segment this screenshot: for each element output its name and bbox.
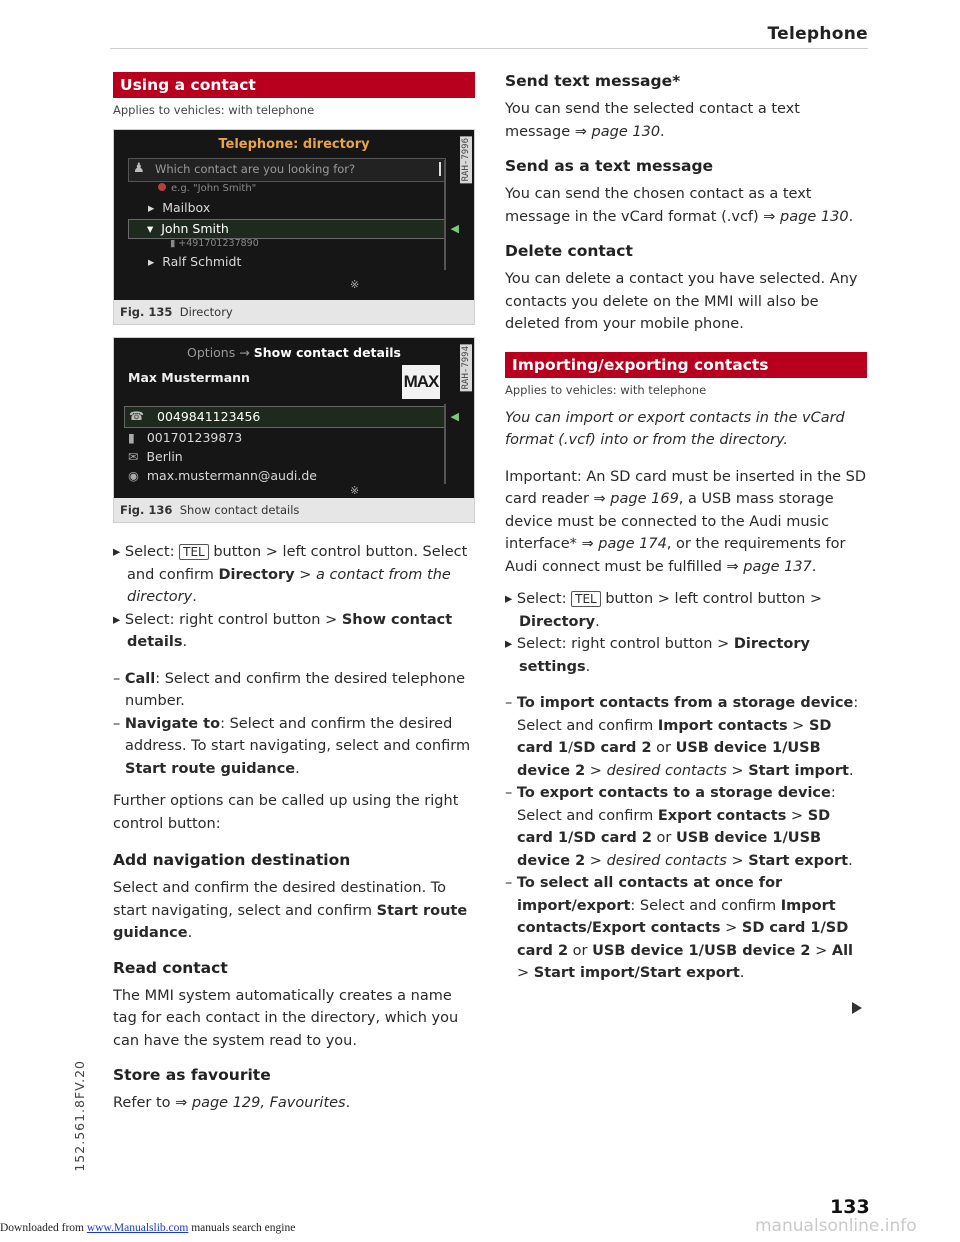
import-steps: [505, 588, 867, 678]
document-code: 152.561.8FV.20: [72, 1060, 87, 1172]
figure-code: RAH-7996: [461, 138, 471, 182]
tel-key: TEL: [571, 591, 601, 607]
scrollbar[interactable]: [444, 404, 446, 484]
figure-136-caption: Fig. 136 Show contact details: [114, 498, 474, 522]
email-icon: ◉: [128, 468, 139, 483]
step-show-details: ▸ Select: right control button > Show contact details.: [113, 611, 453, 650]
applies-note: Applies to vehicles: with telephone: [113, 103, 315, 117]
header-rule: [110, 48, 868, 49]
directory-screen: [114, 130, 474, 300]
watermark: manualsonline.info: [755, 1216, 917, 1236]
selection-marker-icon: ◀: [450, 410, 459, 423]
page-link[interactable]: ⇒ page 130: [763, 208, 849, 225]
step-directory-settings: ▸ Select: right control button > Directory settings.: [505, 636, 810, 675]
heading-send-as: Send as a text message: [505, 157, 714, 175]
search-hint: e.g. "John Smith": [158, 183, 256, 194]
search-person-icon: ♟: [133, 161, 145, 176]
favourite-link[interactable]: ⇒ page 129, Favourites: [175, 1095, 346, 1111]
text-cursor: [439, 162, 441, 176]
contact-row-address[interactable]: ✉ Berlin: [128, 449, 183, 464]
delete-paragraph: You can delete a contact you have selected. Any contacts you delete on the MMI will also be deleted from your mobile phone.: [505, 271, 858, 332]
phone-icon: ☎: [129, 409, 144, 423]
send-text-paragraph: You can send the selected contact a text message ⇒ page 130.: [505, 101, 800, 140]
contact-row-mobile[interactable]: ▮ 001701239873: [128, 430, 243, 445]
download-footer: Downloaded from www.Manualslib.com manuals search engine: [0, 1222, 296, 1234]
contact-row-email[interactable]: ◉ max.mustermann@audi.de: [128, 468, 317, 483]
instructions-list: [113, 541, 475, 654]
info-icon: [158, 183, 166, 191]
left-column: [113, 72, 475, 1115]
heading-send-text: Send text message*: [505, 72, 681, 90]
figure-136: [113, 337, 475, 523]
list-item-mailbox[interactable]: ▸ Mailbox: [148, 200, 211, 215]
screen-title: Telephone: directory: [218, 137, 370, 152]
john-smith-number: ▮ +491701237890: [170, 238, 259, 249]
add-nav-text: Select and confirm the desired destination. To start navigating, select and confirm Start route guidance.: [113, 880, 468, 941]
page-number: 133: [830, 1196, 870, 1218]
contact-name: Max Mustermann: [128, 370, 250, 385]
figure-135-caption: Fig. 135 Directory: [114, 300, 474, 324]
contact-details-screen: [114, 338, 474, 498]
mobile-icon: ▮: [128, 430, 135, 445]
selection-marker-icon: ◀: [450, 222, 459, 235]
read-contact-text: The MMI system automatically creates a name tag for each contact in the directory, which you can have the system read to you.: [113, 987, 459, 1049]
heading-store-favourite: Store as favourite: [113, 1066, 271, 1084]
figure-code: RAH-7994: [461, 346, 471, 390]
section-title-using-contact: Using a contact: [113, 72, 475, 98]
address-icon: ✉: [128, 449, 139, 464]
heading-read-contact: Read contact: [113, 958, 228, 977]
page-link[interactable]: ⇒ page 130: [574, 123, 661, 140]
screen-breadcrumb: Options → Show contact details: [187, 345, 401, 360]
option-call: – Call: Select and confirm the desired telephone number.: [113, 670, 465, 709]
option-navigate: – Navigate to: Select and confirm the desired address. To start navigating, select and confirm Start route guidance.: [113, 715, 471, 777]
list-item-john-smith[interactable]: ▾ John Smith ◀: [128, 219, 446, 239]
further-options: Further options can be called up using the right control button:: [113, 793, 459, 832]
bluetooth-icon: ※: [350, 278, 360, 291]
scrollbar[interactable]: [444, 160, 446, 270]
heading-delete: Delete contact: [505, 242, 633, 260]
heading-add-navigation: Add navigation destination: [113, 851, 351, 869]
option-select-all: – To select all contacts at once for import/export: Select and confirm Import contacts/Export contacts > SD card 1/SD card 2 or USB device 1/USB device 2 > All > Start import/Start export.: [505, 875, 854, 981]
manualslib-link[interactable]: www.Manualslib.com: [86, 1222, 189, 1234]
tel-key: TEL: [179, 544, 209, 560]
important-paragraph: Important: An SD card must be inserted in the SD card reader ⇒ page 169, a USB mass storage device must be connected to the Audi music interface* ⇒ page 174, or the requirements for Audi connect must be fulfilled ⇒ page 137.: [505, 468, 867, 575]
section-title-import-export: Importing/exporting contacts: [505, 352, 867, 378]
contact-row-phone-selected[interactable]: ☎ 0049841123456 ◀: [124, 406, 446, 428]
contact-avatar: MAX: [402, 365, 440, 399]
right-column: [505, 72, 867, 985]
search-input[interactable]: [128, 158, 446, 182]
favourite-text: Refer to ⇒ page 129, Favourites.: [113, 1095, 351, 1111]
step-directory: ▸ Select: TEL button > left control button > Directory.: [505, 591, 823, 630]
page-link[interactable]: ⇒ page 169: [593, 491, 679, 507]
search-placeholder: Which contact are you looking for?: [155, 162, 356, 176]
page-link[interactable]: ⇒ page 137: [726, 558, 812, 575]
intro-paragraph: You can import or export contacts in the vCard format (.vcf) into or from the directory.: [505, 409, 845, 448]
applies-note: Applies to vehicles: with telephone: [505, 382, 707, 397]
page-link[interactable]: ⇒ page 174: [581, 536, 667, 552]
list-item-ralf-schmidt[interactable]: ▸ Ralf Schmidt: [148, 254, 242, 269]
continued-arrow-icon: [852, 1002, 862, 1014]
section-header: Telephone: [767, 24, 868, 44]
import-export-options: [505, 692, 867, 985]
option-import: – To import contacts from a storage device: Select and confirm Import contacts > SD card 1/SD card 2 or USB device 1/USB device 2 > desired contacts > Start import.: [505, 695, 859, 779]
option-export: – To export contacts to a storage device: Select and confirm Export contacts > SD card 1/SD card 2 or USB device 1/USB device 2 > desired contacts > Start export.: [505, 785, 853, 869]
bluetooth-icon: ※: [350, 484, 360, 497]
send-as-paragraph: You can send the chosen contact as a text message in the vCard format (.vcf) ⇒ page 130.: [505, 186, 854, 225]
figure-135: [113, 129, 475, 325]
options-list: [113, 668, 475, 781]
step-select-directory: ▸ Select: TEL button > left control button. Select and confirm Directory > a contact from the directory.: [113, 544, 468, 605]
